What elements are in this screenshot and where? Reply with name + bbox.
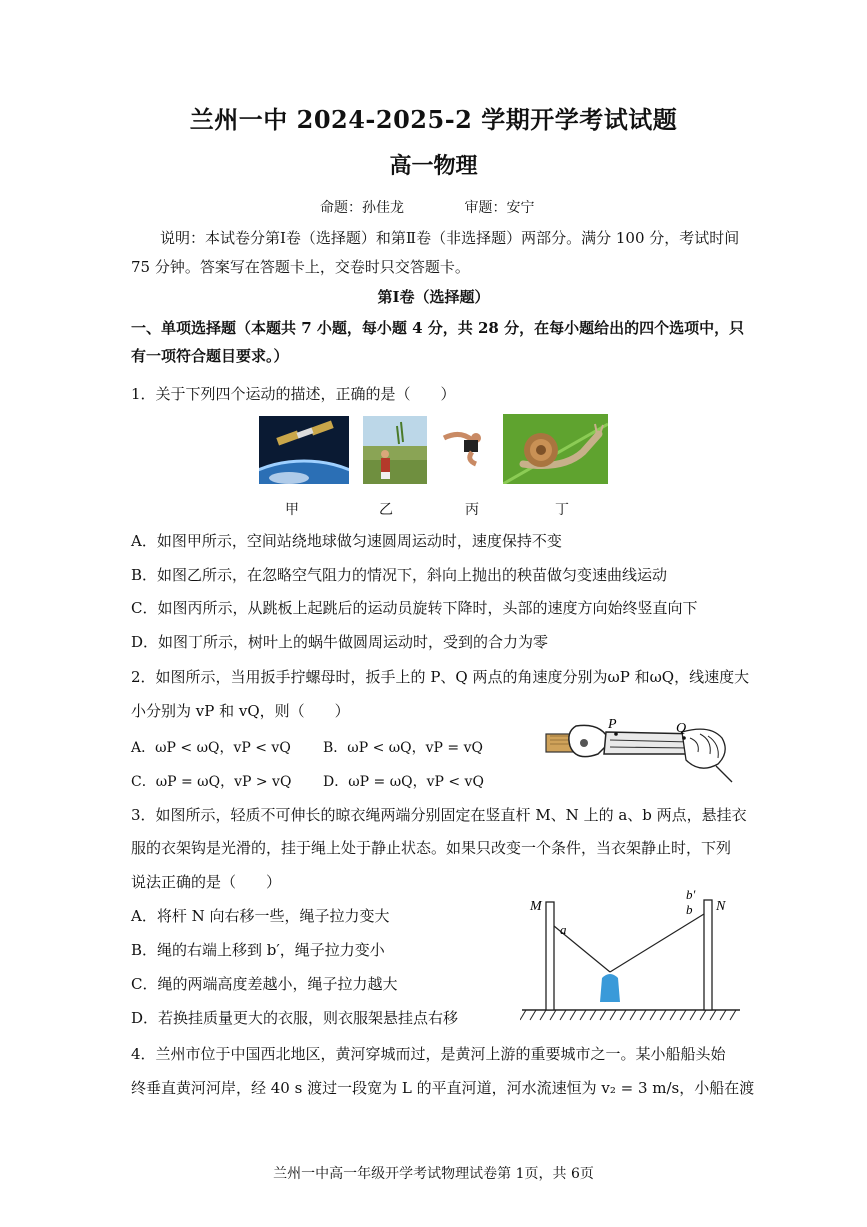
page-footer: 兰州一中高一年级开学考试物理试卷第 1页，共 6页 <box>273 1166 594 1182</box>
exam-title: 兰州一中 2024-2025-2 学期开学考试试题 <box>189 105 678 134</box>
caption-jia: 甲 <box>285 502 299 518</box>
instructions-line-1: 说明：本试卷分第Ⅰ卷（选择题）和第Ⅱ卷（非选择题）两部分。满分 100 分，考试时间 <box>160 229 740 247</box>
snail-image <box>503 414 608 484</box>
q3-stem-line-2: 服的衣架钩是光滑的，挂于绳上处于静止状态。如果只改变一个条件，当衣架静止时，下列 <box>131 839 732 857</box>
q2-stem-line-1: 2．如图所示，当用扳手拧螺母时，扳手上的 P、Q 两点的角速度分别为ωP 和ωQ，线速度大 <box>131 668 750 686</box>
exam-subject: 高一物理 <box>389 153 478 179</box>
q1-stem: 1．关于下列四个运动的描述，正确的是（ ） <box>131 385 456 403</box>
section-heading-line-1: 一、单项选择题（本题共 7 小题，每小题 4 分，共 28 分，在每小题给出的四个选项中，只 <box>131 319 745 337</box>
q3-stem-line-1: 3．如图所示，轻质不可伸长的晾衣绳两端分别固定在竖直杆 M、N 上的 a、b 两点，悬挂衣 <box>131 806 747 824</box>
label-a: a <box>560 922 567 937</box>
label-n: N <box>716 899 726 914</box>
q3-option-c: C．绳的两端高度差越小，绳子拉力越大 <box>131 975 398 993</box>
q1-option-d: D．如图丁所示，树叶上的蜗牛做圆周运动时，受到的合力为零 <box>131 633 549 651</box>
volume-title: 第Ⅰ卷（选择题） <box>377 288 490 306</box>
label-p: P <box>608 717 617 732</box>
caption-yi: 乙 <box>379 502 393 518</box>
authors-line <box>320 198 590 218</box>
q1-option-c: C．如图丙所示，从跳板上起跳后的运动员旋转下降时，头部的速度方向始终竖直向下 <box>131 599 698 617</box>
caption-ding: 丁 <box>555 502 569 518</box>
label-b-prime: b′ <box>686 887 696 902</box>
q4-line-2: 终垂直黄河河岸，经 40 s 渡过一段宽为 L 的平直河道，河水流速恒为 v₂ = 3 m/s，小船在渡 <box>131 1079 755 1097</box>
q3-stem-line-3: 说法正确的是（ ） <box>131 873 282 891</box>
q3-option-d: D．若换挂质量更大的衣服，则衣服架悬挂点右移 <box>131 1009 459 1027</box>
reviewer-label: 审题：安宁 <box>464 200 535 216</box>
diver-image <box>440 416 495 484</box>
author-label: 命题：孙佳龙 <box>320 200 404 216</box>
label-m: M <box>530 899 542 914</box>
q2-option-a: A．ωP < ωQ，vP < vQ <box>131 740 291 756</box>
q2-stem-line-2: 小分别为 vP 和 vQ，则（ ） <box>131 702 350 720</box>
section-heading-line-2: 有一项符合题目要求。） <box>131 347 289 365</box>
q2-option-d: D．ωP = ωQ，vP < vQ <box>323 774 484 790</box>
caption-bing: 丙 <box>465 502 479 518</box>
label-q: Q <box>676 721 687 736</box>
q3-option-b: B．绳的右端上移到 b′，绳子拉力变小 <box>131 941 385 959</box>
q1-option-a: A．如图甲所示，空间站绕地球做匀速圆周运动时，速度保持不变 <box>131 532 562 550</box>
instructions-line-2: 75 分钟。答案写在答题卡上，交卷时只交答题卡。 <box>131 258 470 276</box>
q3-option-a: A．将杆 N 向右移一些，绳子拉力变大 <box>131 907 390 925</box>
q2-option-c: C．ωP = ωQ，vP > vQ <box>131 774 292 790</box>
q4-line-1: 4．兰州市位于中国西北地区，黄河穿城而过，是黄河上游的重要城市之一。某小船船头始 <box>131 1045 726 1063</box>
wrench-figure <box>540 712 735 784</box>
clothesline-figure <box>520 882 745 1022</box>
label-b: b <box>686 902 693 917</box>
q1-option-b: B．如图乙所示，在忽略空气阻力的情况下，斜向上抛出的秧苗做匀变速曲线运动 <box>131 566 668 584</box>
seedling-throw-image <box>363 416 427 484</box>
space-station-image <box>259 416 349 484</box>
q2-option-b: B．ωP < ωQ，vP = vQ <box>323 740 483 756</box>
